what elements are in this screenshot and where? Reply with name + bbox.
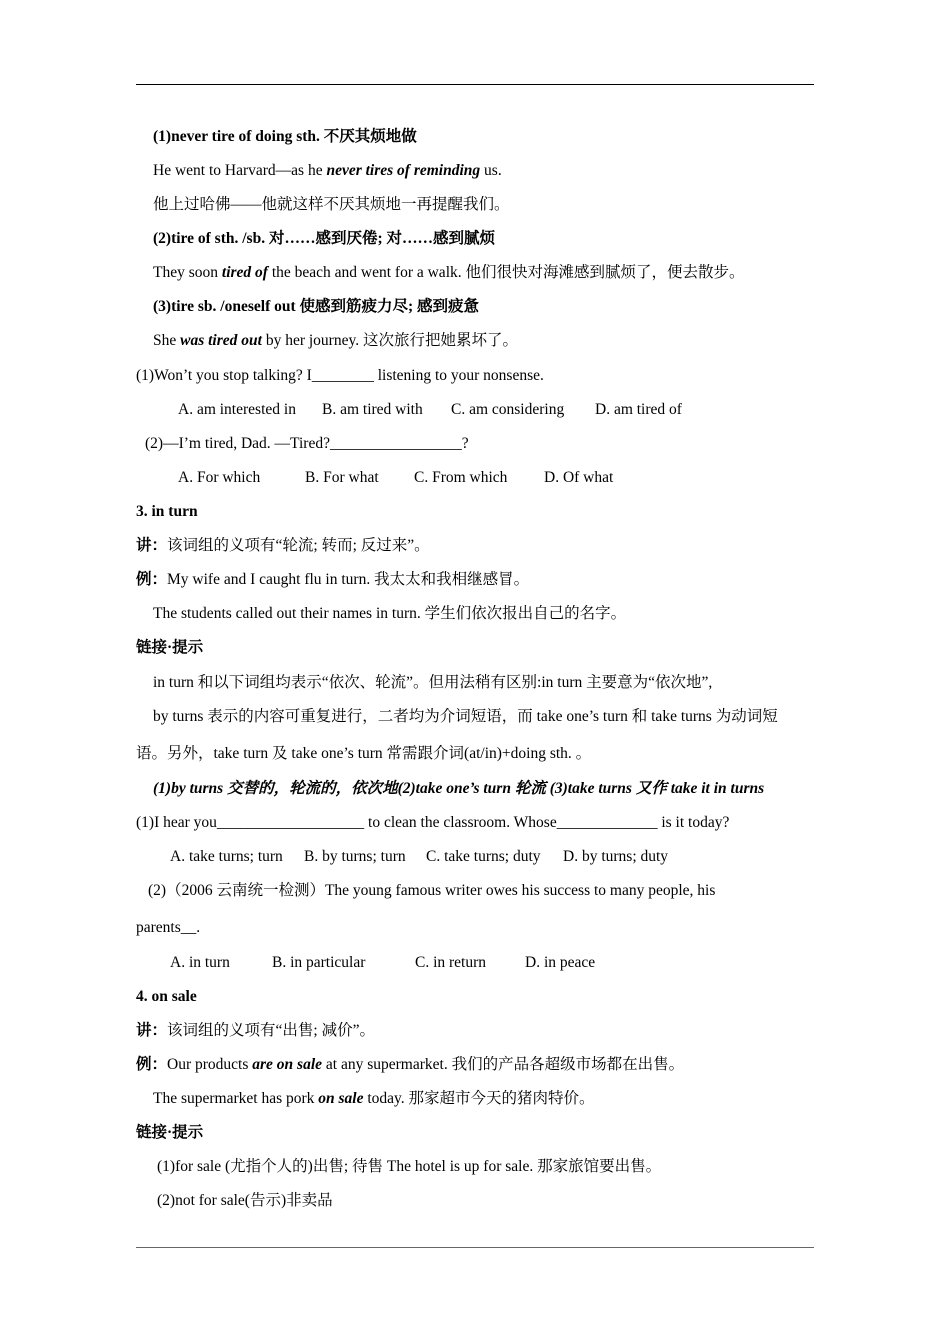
sub3-example (153, 331, 518, 351)
option-b: B. in particular (272, 954, 366, 971)
option-a: A. in turn (170, 954, 230, 971)
explain-label: 讲： (136, 1022, 168, 1039)
example-text: My wife and I caught flu in turn. 我太太和我相继感冒。 (167, 571, 530, 588)
sub1-translation: 他上过哈佛——他就这样不厌其烦地一再提醒我们。 (153, 196, 510, 213)
text-run: today. 那家超市今天的猪肉特价。 (363, 1090, 595, 1107)
option-b: B. For what (305, 469, 379, 486)
explain-text: 该词组的义项有“轮流; 转而; 反过来”。 (167, 537, 430, 554)
sub1-example (153, 161, 502, 181)
section-3-link-title: 链接·提示 (136, 639, 204, 656)
emphasis-phrase: on sale (318, 1090, 364, 1107)
section-4-link-title: 链接·提示 (136, 1124, 204, 1141)
footer-rule (136, 1247, 814, 1248)
emphasis-phrase: was tired out (180, 332, 262, 349)
sub1-heading: (1)never tire of doing sth. 不厌其烦地做 (153, 128, 417, 145)
section-3-link-line-3: 语。另外，take turn 及 take one’s turn 常需跟介词(at/in)+doing sth. 。 (136, 745, 592, 762)
option-c: C. am considering (451, 401, 565, 418)
option-a: A. take turns; turn (170, 848, 283, 865)
section-4-example-2 (153, 1089, 595, 1109)
emphasis-phrase: tired of (221, 264, 268, 281)
text-run: us. (480, 162, 502, 179)
section-4-explain (136, 1021, 375, 1041)
section-3-link-line-1: in turn 和以下词组均表示“依次、轮流”。但用法稍有区别:in turn 主要意为“依次地”, (153, 674, 713, 691)
header-rule (136, 84, 814, 85)
option-b: B. by turns; turn (304, 848, 406, 865)
question-2-options (178, 468, 613, 488)
sub2-heading: (2)tire of sth. /sb. 对……感到厌倦; 对……感到腻烦 (153, 230, 495, 247)
text-run: by her journey. 这次旅行把她累坏了。 (261, 332, 518, 349)
emphasis-phrase: never tires of reminding (326, 162, 481, 179)
sub2-example (153, 263, 745, 283)
option-c: C. From which (414, 469, 508, 486)
example-label: 例： (136, 571, 168, 588)
question-1: (1)Won’t you stop talking? I________ listening to your nonsense. (136, 367, 544, 384)
section-3-example-1 (136, 570, 529, 590)
section-3-phrases: (1)by turns 交替的，轮流的，依次地(2)take one’s turn 轮流 (3)take turns 又作 take it in turns (153, 780, 765, 797)
sub3-heading: (3)tire sb. /oneself out 使感到筋疲力尽; 感到疲惫 (153, 298, 480, 315)
section-4-link-1: (1)for sale (尤指个人的)出售; 待售 The hotel is up for sale. 那家旅馆要出售。 (157, 1158, 662, 1175)
emphasis-phrase: are on sale (252, 1056, 323, 1073)
option-c: C. take turns; duty (426, 848, 541, 865)
section-3-link-line-2: by turns 表示的内容可重复进行，二者均为介词短语，而 take one’s turn 和 take turns 为动词短 (153, 708, 778, 725)
section-4-link-2: (2)not for sale(告示)非卖品 (157, 1192, 333, 1209)
section-3-question-2-options (170, 953, 595, 973)
text-run: They soon (153, 264, 222, 281)
option-d: D. Of what (544, 469, 614, 486)
option-d: D. by turns; duty (563, 848, 669, 865)
text-run: He went to Harvard—as he (153, 162, 327, 179)
section-4-title: 4. on sale (136, 988, 197, 1005)
question-1-options (178, 400, 682, 420)
text-run: the beach and went for a walk. 他们很快对海滩感到腻烦了，便去散步。 (267, 264, 745, 281)
text-run: Our products (167, 1056, 253, 1073)
section-3-question-2: (2)（2006 云南统一检测）The young famous writer owes his success to many people, his (148, 882, 716, 899)
section-3-example-2: The students called out their names in turn. 学生们依次报出自己的名字。 (153, 605, 627, 622)
text-run: She (153, 332, 181, 349)
text-run: The supermarket has pork (153, 1090, 319, 1107)
text-run: at any supermarket. 我们的产品各超级市场都在出售。 (322, 1056, 685, 1073)
example-label: 例： (136, 1056, 168, 1073)
explain-label: 讲： (136, 537, 168, 554)
section-3-explain (136, 536, 430, 556)
option-a: A. For which (178, 469, 261, 486)
question-2: (2)—I’m tired, Dad. —Tired?_________________? (145, 435, 469, 452)
option-d: D. in peace (525, 954, 596, 971)
option-c: C. in return (415, 954, 487, 971)
section-3-title: 3. in turn (136, 503, 198, 520)
section-4-example-1 (136, 1055, 684, 1075)
section-3-question-2-cont: parents__. (136, 919, 201, 936)
section-3-question-1-options (170, 847, 668, 867)
option-a: A. am interested in (178, 401, 296, 418)
option-d: D. am tired of (595, 401, 682, 418)
explain-text: 该词组的义项有“出售; 减价”。 (167, 1022, 375, 1039)
option-b: B. am tired with (322, 401, 423, 418)
section-3-question-1: (1)I hear you___________________ to clean the classroom. Whose_____________ is it today? (136, 814, 730, 831)
